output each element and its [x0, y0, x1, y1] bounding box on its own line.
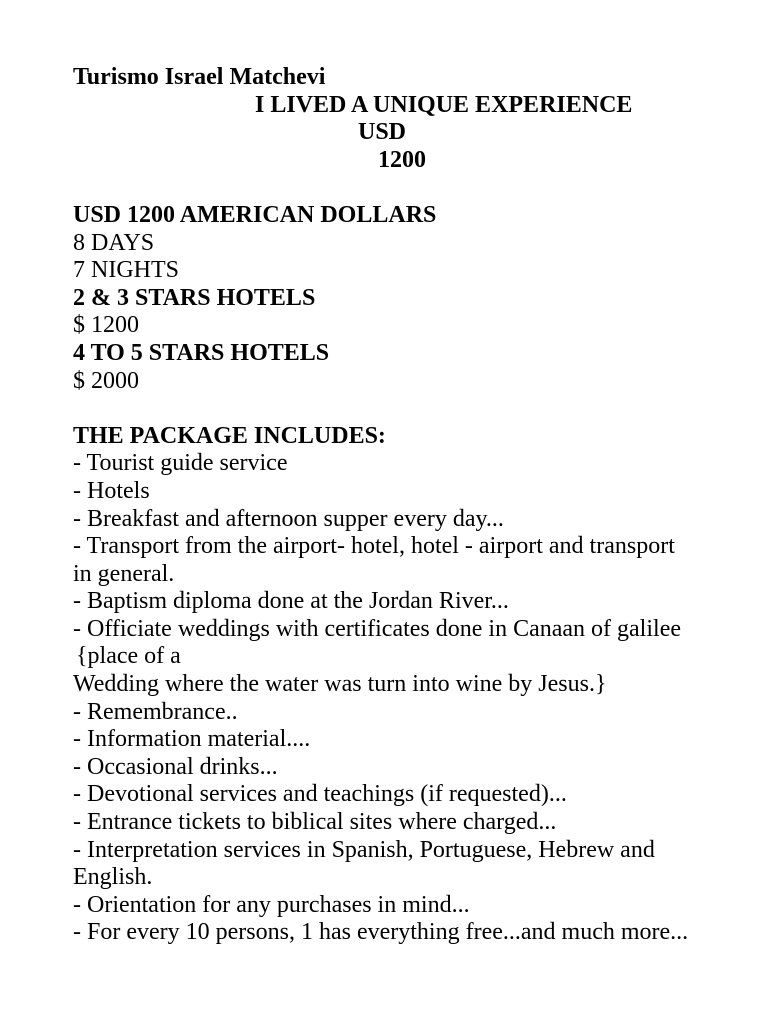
doc-line: - Occasional drinks... [73, 753, 278, 780]
doc-line: - Baptism diploma done at the Jordan River... [73, 588, 509, 615]
doc-line: $ 2000 [73, 367, 139, 394]
doc-line: 7 NIGHTS [73, 257, 179, 284]
doc-line: - Orientation for any purchases in mind... [73, 891, 470, 918]
doc-line: {place of a [76, 643, 181, 670]
doc-line: 2 & 3 STARS HOTELS [73, 284, 316, 311]
doc-line: English. [73, 864, 153, 891]
doc-line: 1200 [378, 146, 426, 173]
doc-line: I LIVED A UNIQUE EXPERIENCE [255, 91, 633, 118]
doc-line: - Devotional services and teachings (if requested)... [73, 781, 567, 808]
doc-line: - For every 10 persons, 1 has everything free...and much more... [73, 919, 689, 946]
doc-line: THE PACKAGE INCLUDES: [73, 422, 386, 449]
doc-line: 8 DAYS [73, 229, 155, 256]
doc-line: USD [358, 119, 407, 146]
doc-line: in general. [73, 560, 175, 587]
doc-line: - Transport from the airport- hotel, hotel - airport and transport [73, 533, 675, 560]
doc-blank-line [73, 174, 748, 202]
doc-line: - Tourist guide service [73, 450, 288, 477]
doc-line: $ 1200 [73, 312, 139, 339]
doc-line: - Officiate weddings with certificates done in Canaan of galilee [73, 615, 681, 642]
doc-line: - Hotels [73, 477, 150, 504]
doc-line: 4 TO 5 STARS HOTELS [73, 339, 330, 366]
doc-line: Wedding where the water was turn into wine by Jesus.} [73, 671, 607, 698]
doc-line: - Interpretation services in Spanish, Portuguese, Hebrew and [73, 836, 655, 863]
doc-line: - Remembrance.. [73, 698, 238, 725]
doc-line: Turismo Israel Matchevi [73, 64, 326, 90]
doc-line: - Information material.... [73, 726, 311, 753]
doc-line: - Breakfast and afternoon supper every day... [73, 505, 504, 532]
doc-line: USD 1200 AMERICAN DOLLARS [73, 201, 437, 228]
doc-blank-line [73, 395, 748, 423]
doc-line: - Entrance tickets to biblical sites where charged... [73, 809, 557, 836]
